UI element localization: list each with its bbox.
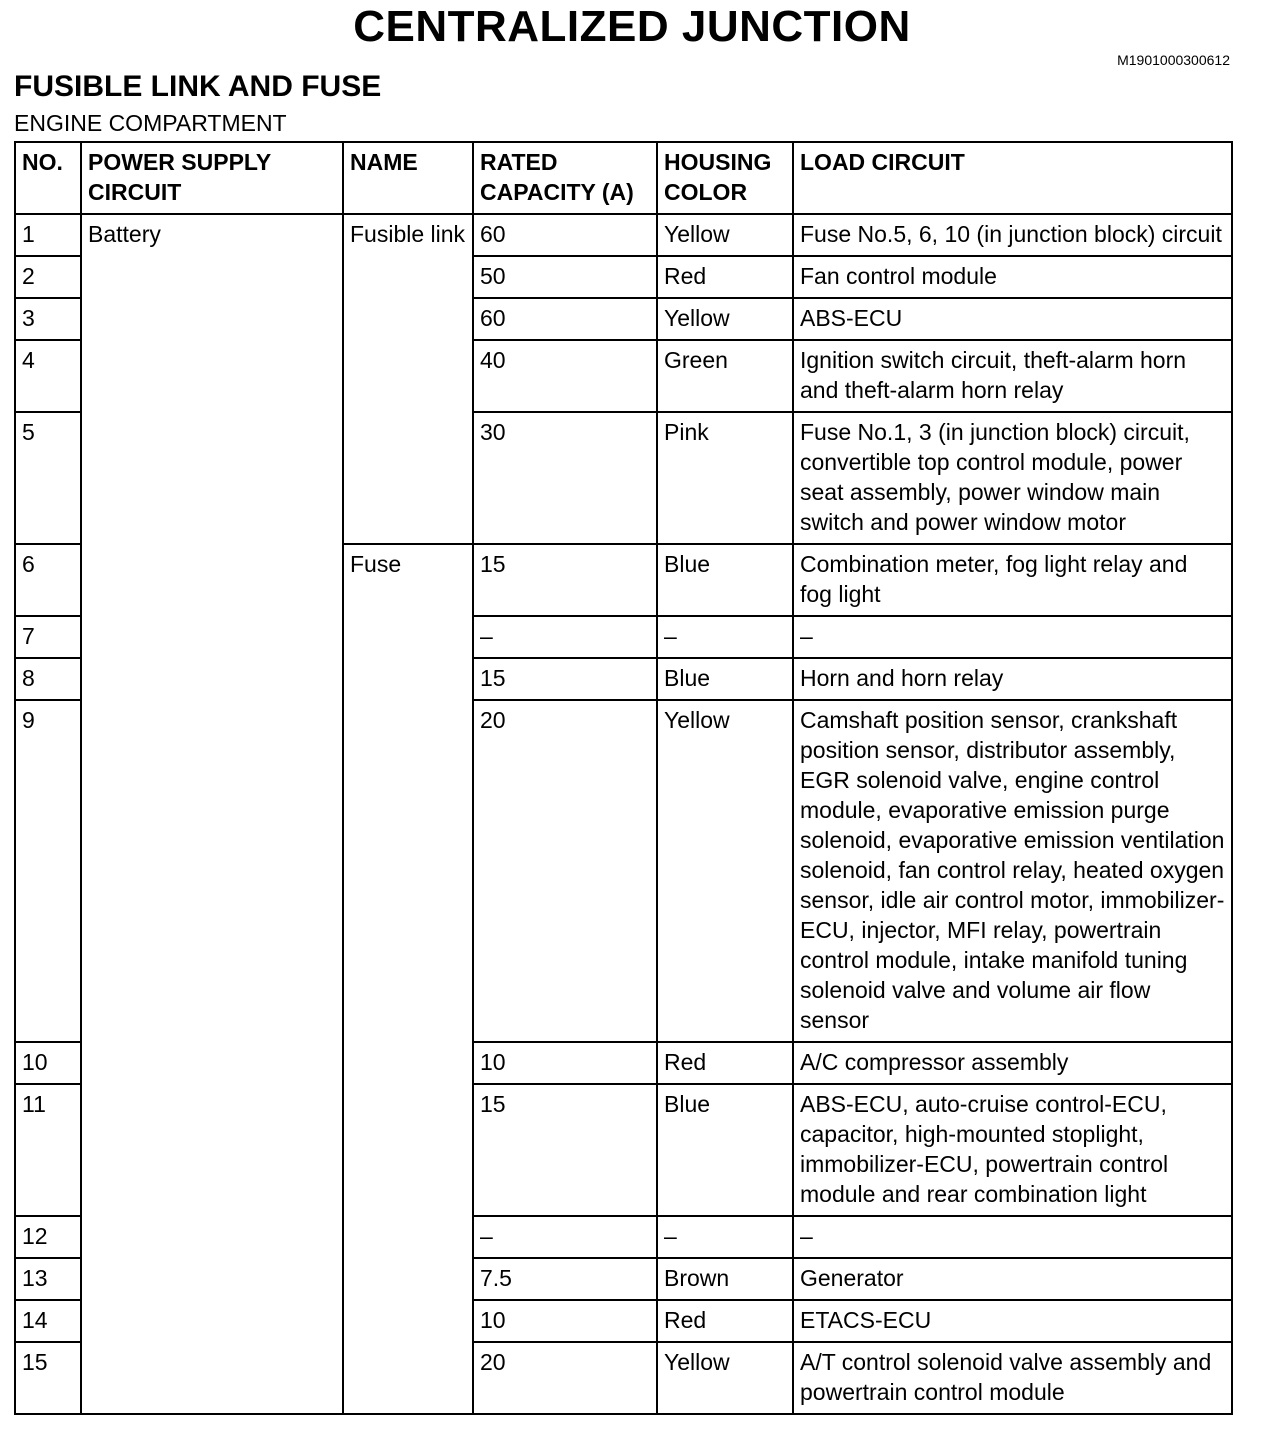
cell-load-circuit: ABS-ECU: [793, 298, 1232, 340]
cell-load-circuit: A/C compressor assembly: [793, 1042, 1232, 1084]
cell-rated-capacity: 10: [473, 1042, 657, 1084]
cell-name: Fusible link: [343, 214, 473, 256]
header-load-circuit: LOAD CIRCUIT: [793, 142, 1232, 214]
cell-name: [343, 1084, 473, 1216]
cell-rated-capacity: 60: [473, 214, 657, 256]
page-title: CENTRALIZED JUNCTION: [353, 2, 911, 51]
cell-rated-capacity: 20: [473, 700, 657, 1042]
table-row: [15, 340, 1232, 412]
cell-name: [343, 1258, 473, 1300]
table-row: [15, 1042, 1232, 1084]
document-id: M1901000300612: [1117, 52, 1230, 68]
cell-power-supply: [81, 1042, 343, 1084]
fuse-table: [14, 141, 1233, 1415]
cell-housing-color: Blue: [657, 1084, 793, 1216]
table-row: [15, 658, 1232, 700]
header-rated-capacity: RATED CAPACITY (A): [473, 142, 657, 214]
cell-housing-color: Pink: [657, 412, 793, 544]
cell-housing-color: Red: [657, 256, 793, 298]
header-no: NO.: [15, 142, 81, 214]
cell-no: 15: [15, 1342, 81, 1414]
cell-no: 5: [15, 412, 81, 544]
cell-housing-color: Red: [657, 1300, 793, 1342]
cell-rated-capacity: 20: [473, 1342, 657, 1414]
cell-name: [343, 658, 473, 700]
cell-name: [343, 1042, 473, 1084]
section-title: FUSIBLE LINK AND FUSE: [14, 70, 382, 103]
cell-name: [343, 412, 473, 544]
cell-rated-capacity: 15: [473, 1084, 657, 1216]
table-row: [15, 214, 1232, 256]
cell-power-supply: [81, 1258, 343, 1300]
cell-rated-capacity: 30: [473, 412, 657, 544]
cell-power-supply: [81, 256, 343, 298]
cell-name: [343, 1342, 473, 1414]
cell-housing-color: Yellow: [657, 214, 793, 256]
table-row: [15, 1216, 1232, 1258]
cell-housing-color: Red: [657, 1042, 793, 1084]
cell-power-supply: [81, 340, 343, 412]
cell-no: 1: [15, 214, 81, 256]
cell-no: 7: [15, 616, 81, 658]
cell-rated-capacity: 60: [473, 298, 657, 340]
cell-no: 12: [15, 1216, 81, 1258]
cell-load-circuit: Fuse No.5, 6, 10 (in junction block) circuit: [793, 214, 1232, 256]
cell-power-supply: [81, 412, 343, 544]
cell-no: 11: [15, 1084, 81, 1216]
cell-power-supply: [81, 1300, 343, 1342]
table-row: [15, 1300, 1232, 1342]
header-housing-color: HOUSING COLOR: [657, 142, 793, 214]
cell-power-supply: [81, 700, 343, 1042]
cell-rated-capacity: 15: [473, 658, 657, 700]
cell-power-supply: [81, 298, 343, 340]
cell-load-circuit: Fuse No.1, 3 (in junction block) circuit, convertible top control module, power seat assembly, power window main switch and power window motor: [793, 412, 1232, 544]
header-name: NAME: [343, 142, 473, 214]
cell-name: [343, 298, 473, 340]
cell-no: 2: [15, 256, 81, 298]
cell-load-circuit: ABS-ECU, auto-cruise control-ECU, capacitor, high-mounted stoplight, immobilizer-ECU, powertrain control module and rear combination light: [793, 1084, 1232, 1216]
table-row: [15, 1342, 1232, 1414]
table-header-row: [15, 142, 1232, 214]
cell-load-circuit: Camshaft position sensor, crankshaft position sensor, distributor assembly, EGR solenoid valve, engine control module, evaporative emission purge solenoid, evaporative emission ventilation solenoid, fan control relay, heated oxygen sensor, idle air control motor, immobilizer-ECU, injector, MFI relay, powertrain control module, intake manifold tuning solenoid valve and volume air flow sensor: [793, 700, 1232, 1042]
cell-name: [343, 1300, 473, 1342]
table-row: [15, 544, 1232, 616]
cell-load-circuit: Horn and horn relay: [793, 658, 1232, 700]
table-row: [15, 700, 1232, 1042]
cell-housing-color: Green: [657, 340, 793, 412]
cell-rated-capacity: 15: [473, 544, 657, 616]
cell-rated-capacity: 7.5: [473, 1258, 657, 1300]
cell-housing-color: Blue: [657, 658, 793, 700]
cell-housing-color: Yellow: [657, 298, 793, 340]
cell-no: 3: [15, 298, 81, 340]
cell-name: Fuse: [343, 544, 473, 616]
cell-no: 13: [15, 1258, 81, 1300]
cell-no: 4: [15, 340, 81, 412]
table-row: [15, 298, 1232, 340]
cell-load-circuit: Combination meter, fog light relay and fog light: [793, 544, 1232, 616]
cell-name: [343, 700, 473, 1042]
cell-housing-color: Brown: [657, 1258, 793, 1300]
cell-no: 6: [15, 544, 81, 616]
table-body: [15, 214, 1232, 1414]
table-row: [15, 1084, 1232, 1216]
cell-rated-capacity: –: [473, 616, 657, 658]
cell-name: [343, 340, 473, 412]
cell-load-circuit: Generator: [793, 1258, 1232, 1300]
cell-no: 9: [15, 700, 81, 1042]
cell-housing-color: Yellow: [657, 700, 793, 1042]
cell-housing-color: Blue: [657, 544, 793, 616]
table-row: [15, 1258, 1232, 1300]
cell-load-circuit: Ignition switch circuit, theft-alarm horn and theft-alarm horn relay: [793, 340, 1232, 412]
cell-rated-capacity: –: [473, 1216, 657, 1258]
table-row: [15, 412, 1232, 544]
cell-no: 10: [15, 1042, 81, 1084]
cell-housing-color: –: [657, 616, 793, 658]
cell-power-supply: [81, 658, 343, 700]
cell-no: 14: [15, 1300, 81, 1342]
cell-no: 8: [15, 658, 81, 700]
cell-name: [343, 256, 473, 298]
cell-power-supply: [81, 1084, 343, 1216]
cell-rated-capacity: 40: [473, 340, 657, 412]
cell-power-supply: [81, 544, 343, 616]
cell-power-supply: [81, 616, 343, 658]
cell-load-circuit: –: [793, 1216, 1232, 1258]
cell-power-supply: [81, 1342, 343, 1414]
cell-housing-color: Yellow: [657, 1342, 793, 1414]
table-row: [15, 256, 1232, 298]
cell-rated-capacity: 10: [473, 1300, 657, 1342]
cell-load-circuit: A/T control solenoid valve assembly and powertrain control module: [793, 1342, 1232, 1414]
table-row: [15, 616, 1232, 658]
cell-load-circuit: –: [793, 616, 1232, 658]
cell-power-supply: [81, 1216, 343, 1258]
subsection-title: ENGINE COMPARTMENT: [14, 110, 287, 136]
cell-load-circuit: Fan control module: [793, 256, 1232, 298]
header-power-supply: POWER SUPPLY CIRCUIT: [81, 142, 343, 214]
cell-name: [343, 616, 473, 658]
cell-housing-color: –: [657, 1216, 793, 1258]
cell-name: [343, 1216, 473, 1258]
cell-load-circuit: ETACS-ECU: [793, 1300, 1232, 1342]
cell-rated-capacity: 50: [473, 256, 657, 298]
cell-power-supply: Battery: [81, 214, 343, 256]
